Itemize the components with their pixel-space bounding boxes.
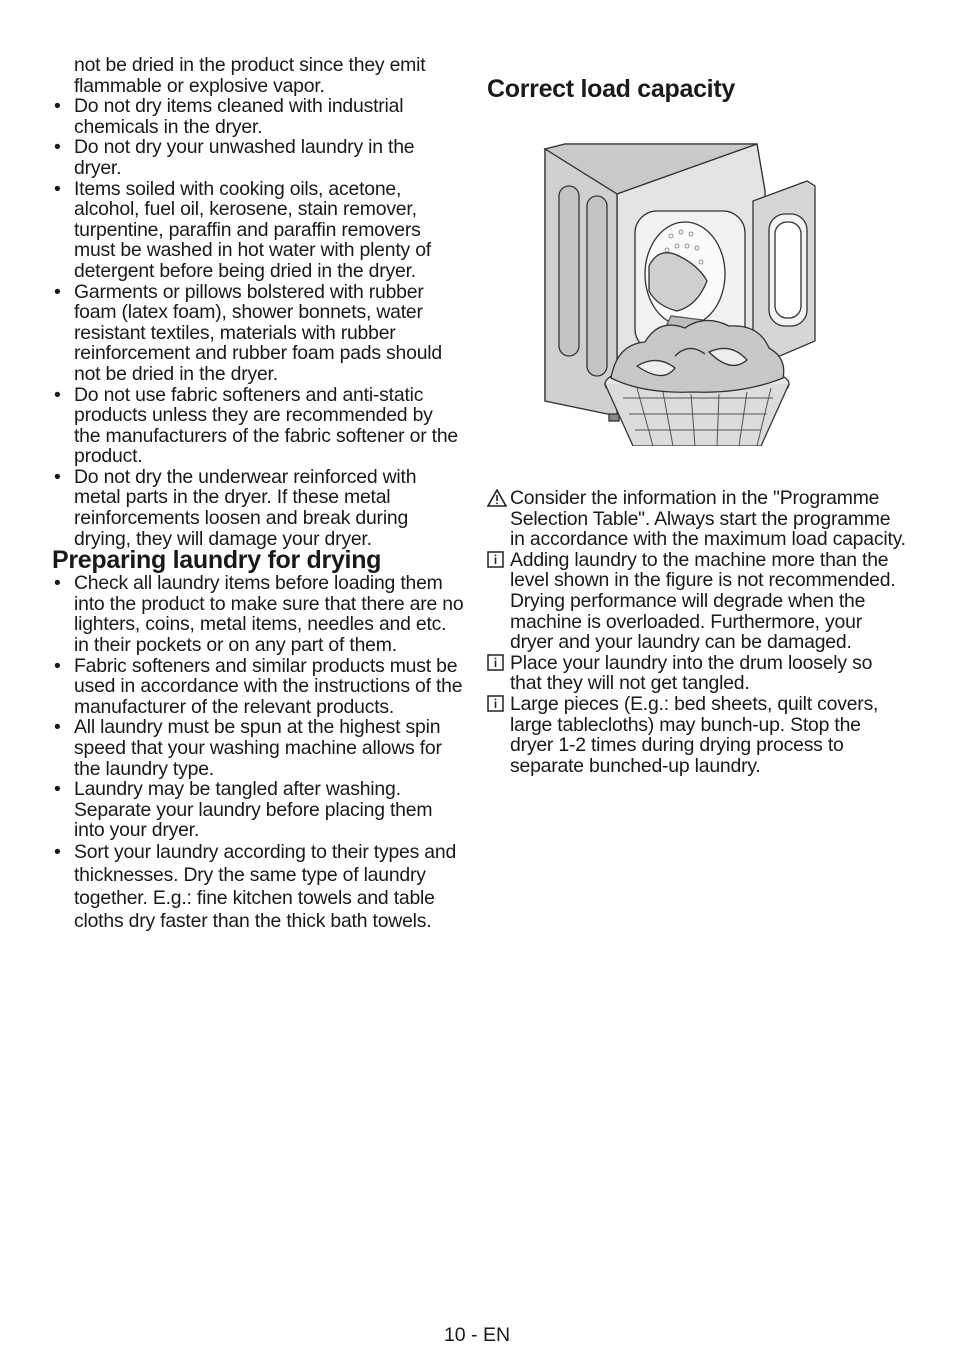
preparing-item: • Sort your laundry according to their types and thicknesses. Dry the same type of laundry together. E.g.: fine kitchen towels and table cloths dry faster than the thick bath towels. [52, 841, 464, 933]
warning-item: • Do not dry items cleaned with industrial chemicals in the dryer. [52, 96, 464, 137]
preparing-item: • Fabric softeners and similar products must be used in accordance with the instructions of the manufacturer of the relevant products. [52, 656, 464, 718]
preparing-item: • Check all laundry items before loading them into the product to make sure that there are no lighters, coins, metal items, needles and etc. in their pockets or on any part of them. [52, 573, 464, 655]
note-item [487, 653, 907, 694]
warning-item: • Garments or pillows bolstered with rubber foam (latex foam), shower bonnets, water resistant textiles, materials with rubber reinforcement and rubber foam pads should not be dried in the dryer. [52, 282, 464, 385]
note-text: Adding laundry to the machine more than the level shown in the figure is not recommended. Drying performance will degrade when the machine is overloaded. Furthermore, your dryer and your laundry can be damaged. [510, 548, 896, 654]
warning-item: • Do not dry the underwear reinforced with metal parts in the dryer. If these metal reinforcements loosen and break during drying, they will damage your dryer. [52, 467, 464, 549]
note-item [487, 694, 907, 776]
warning-item: • Do not use fabric softeners and anti-static products unless they are recommended by the manufacturers of the fabric softener or the product. [52, 385, 464, 467]
dryer-loading-basket-illustration-icon [487, 116, 907, 446]
note-text: Large pieces (E.g.: bed sheets, quilt covers, large tablecloths) may bunch-up. Stop the dryer 1-2 times during drying process to separate bunched-up laundry. [510, 692, 879, 777]
info-icon [487, 695, 504, 717]
load-notes [487, 488, 907, 776]
warning-triangle-icon [487, 489, 507, 512]
intro-continuation: not be dried in the product since they emit flammable or explosive vapor. [74, 54, 426, 97]
left-column [52, 55, 464, 933]
load-capacity-heading: Correct load capacity [487, 75, 735, 103]
note-item [487, 550, 907, 653]
dryer-loading-illustration [487, 116, 907, 446]
info-icon [487, 654, 504, 676]
warning-item: • Do not dry your unwashed laundry in the dryer. [52, 137, 464, 178]
note-item [487, 488, 907, 550]
info-icon [487, 551, 504, 573]
page-number: 10 - EN [443, 1324, 511, 1346]
preparing-heading: Preparing laundry for drying [52, 546, 382, 575]
note-text: Place your laundry into the drum loosely so that they will not get tangled. [510, 651, 873, 695]
note-text: Consider the information in the "Programme Selection Table". Always start the programme in accordance with the maximum load capacity. [510, 487, 906, 551]
warning-item: • Items soiled with cooking oils, acetone, alcohol, fuel oil, kerosene, stain remover, turpentine, paraffin and paraffin removers must be washed in hot water with plenty of detergent before being dried in the dryer. [52, 179, 464, 282]
preparing-item: • All laundry must be spun at the highest spin speed that your washing machine allows for the laundry type. [52, 717, 464, 779]
right-column [487, 76, 907, 776]
preparing-item: • Laundry may be tangled after washing. Separate your laundry before placing them into your dryer. [52, 779, 464, 841]
